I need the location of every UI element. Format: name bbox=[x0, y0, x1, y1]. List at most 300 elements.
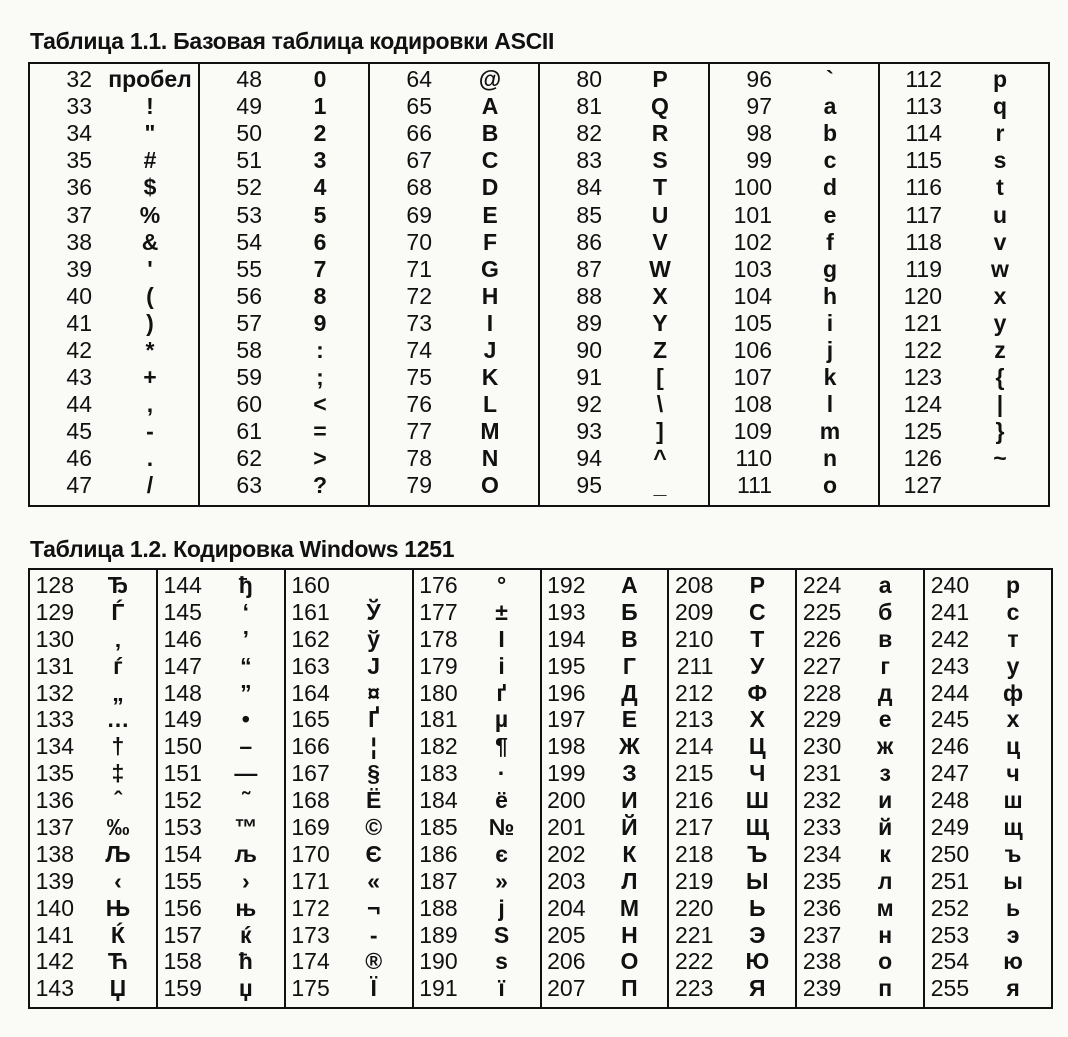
char-code: 40 bbox=[66, 282, 92, 309]
char-code: 159 bbox=[163, 975, 202, 1002]
table-row bbox=[925, 922, 1051, 949]
char-code: 155 bbox=[163, 867, 202, 894]
char-symbol: Ї bbox=[370, 975, 377, 1002]
char-symbol: [ bbox=[656, 364, 664, 391]
char-symbol: A bbox=[481, 93, 499, 120]
table-row bbox=[880, 66, 1048, 93]
char-code: 93 bbox=[576, 418, 602, 445]
char-symbol: м bbox=[876, 894, 894, 921]
char-symbol: ` bbox=[826, 66, 834, 93]
table-row bbox=[30, 229, 198, 256]
char-symbol: ‘ bbox=[242, 598, 249, 625]
char-symbol: к bbox=[879, 840, 891, 867]
char-symbol: m bbox=[819, 418, 841, 445]
char-code: 172 bbox=[291, 894, 330, 921]
table-row bbox=[542, 787, 668, 814]
table-row bbox=[669, 814, 795, 841]
table-row bbox=[925, 868, 1051, 895]
char-symbol: ˜ bbox=[241, 787, 250, 814]
table-row bbox=[370, 391, 538, 418]
char-symbol: ч bbox=[1006, 760, 1020, 787]
table-row bbox=[200, 120, 368, 147]
table-row bbox=[30, 201, 198, 228]
char-code: 88 bbox=[576, 282, 602, 309]
char-symbol: Ќ bbox=[110, 921, 125, 948]
char-code: 66 bbox=[406, 120, 432, 147]
table-row bbox=[370, 337, 538, 364]
table-row bbox=[370, 229, 538, 256]
char-code: 250 bbox=[930, 840, 970, 867]
char-symbol: ~ bbox=[993, 445, 1007, 472]
char-code: 156 bbox=[163, 894, 202, 921]
table-row bbox=[542, 975, 668, 1002]
char-symbol: і bbox=[498, 652, 505, 679]
char-symbol: - bbox=[369, 921, 378, 948]
char-code: 144 bbox=[163, 571, 202, 598]
char-symbol: H bbox=[481, 282, 499, 309]
table-row bbox=[710, 445, 878, 472]
table-row bbox=[414, 626, 540, 653]
char-code: 85 bbox=[576, 201, 602, 228]
char-symbol: k bbox=[823, 364, 837, 391]
char-code: 233 bbox=[802, 813, 842, 840]
table-column bbox=[795, 570, 923, 1007]
char-code: 138 bbox=[35, 840, 74, 867]
table-row bbox=[540, 229, 708, 256]
table-row bbox=[414, 868, 540, 895]
char-symbol: Н bbox=[621, 921, 638, 948]
table-row bbox=[880, 229, 1048, 256]
table-row bbox=[669, 572, 795, 599]
char-code: 118 bbox=[905, 228, 942, 255]
table-row bbox=[158, 680, 284, 707]
char-code: 36 bbox=[66, 174, 92, 201]
char-symbol: Y bbox=[652, 309, 668, 336]
char-code: 253 bbox=[930, 921, 970, 948]
char-symbol: б bbox=[878, 598, 893, 625]
char-code: 196 bbox=[547, 679, 586, 706]
char-code: 73 bbox=[406, 309, 432, 336]
table-row bbox=[925, 653, 1051, 680]
char-symbol: 1 bbox=[313, 93, 327, 120]
table-row bbox=[797, 922, 923, 949]
char-symbol: M bbox=[480, 418, 500, 445]
table-row bbox=[200, 337, 368, 364]
char-code: 56 bbox=[236, 282, 262, 309]
char-symbol: ї bbox=[498, 975, 505, 1002]
table-row bbox=[414, 895, 540, 922]
table-row bbox=[540, 418, 708, 445]
table-row bbox=[158, 653, 284, 680]
char-code: 37 bbox=[66, 201, 92, 228]
char-code: 65 bbox=[406, 93, 432, 120]
char-code: 243 bbox=[930, 652, 970, 679]
char-symbol: · bbox=[497, 760, 506, 787]
char-symbol: C bbox=[481, 147, 499, 174]
char-symbol: ‹ bbox=[114, 867, 122, 894]
char-code: 145 bbox=[163, 598, 202, 625]
char-symbol: ъ bbox=[1004, 840, 1022, 867]
char-symbol: p bbox=[992, 66, 1008, 93]
table-row bbox=[286, 787, 412, 814]
table-row bbox=[286, 868, 412, 895]
table-column bbox=[30, 64, 198, 505]
char-symbol: з bbox=[879, 760, 891, 787]
table-row bbox=[669, 760, 795, 787]
char-symbol: ) bbox=[146, 309, 154, 336]
table-row bbox=[286, 572, 412, 599]
table-row bbox=[414, 841, 540, 868]
table-row bbox=[880, 310, 1048, 337]
table-row bbox=[669, 626, 795, 653]
char-code: 81 bbox=[576, 93, 602, 120]
char-code: 226 bbox=[802, 625, 842, 652]
char-code: 216 bbox=[675, 787, 714, 814]
char-code: 213 bbox=[675, 706, 714, 733]
char-symbol: 6 bbox=[313, 228, 327, 255]
char-symbol: Ґ bbox=[368, 706, 380, 733]
char-symbol: ^ bbox=[653, 445, 667, 472]
table-row bbox=[542, 922, 668, 949]
char-code: 123 bbox=[903, 364, 942, 391]
table-row bbox=[200, 229, 368, 256]
table-row bbox=[925, 706, 1051, 733]
char-symbol: j bbox=[826, 336, 834, 363]
char-code: 167 bbox=[291, 760, 330, 787]
table-row bbox=[30, 66, 198, 93]
table-row bbox=[30, 147, 198, 174]
table-row bbox=[542, 760, 668, 787]
char-code: 90 bbox=[576, 336, 602, 363]
char-code: 87 bbox=[576, 255, 602, 282]
table-row bbox=[797, 733, 923, 760]
char-code: 61 bbox=[236, 418, 262, 445]
char-code: 192 bbox=[547, 571, 586, 598]
table-row bbox=[158, 922, 284, 949]
char-symbol: % bbox=[139, 201, 161, 228]
char-code: 63 bbox=[236, 472, 262, 499]
table-row bbox=[30, 120, 198, 147]
char-code: 245 bbox=[930, 706, 970, 733]
char-code: 117 bbox=[905, 201, 942, 228]
char-symbol: д bbox=[877, 679, 893, 706]
char-code: 99 bbox=[746, 147, 772, 174]
char-code: 50 bbox=[236, 120, 262, 147]
char-code: 58 bbox=[236, 336, 262, 363]
char-code: 52 bbox=[236, 174, 262, 201]
table-row bbox=[200, 256, 368, 283]
char-symbol: ® bbox=[365, 948, 383, 975]
char-code: 107 bbox=[733, 364, 772, 391]
table-row bbox=[542, 680, 668, 707]
table-row bbox=[540, 337, 708, 364]
char-code: 161 bbox=[291, 598, 330, 625]
char-code: 53 bbox=[236, 201, 262, 228]
char-code: 190 bbox=[419, 948, 458, 975]
table-row bbox=[200, 418, 368, 445]
table-column bbox=[284, 570, 412, 1007]
char-symbol: Б bbox=[621, 598, 638, 625]
char-code: 57 bbox=[236, 309, 262, 336]
char-code: 129 bbox=[35, 598, 74, 625]
char-code: 143 bbox=[35, 975, 74, 1002]
table-row bbox=[880, 256, 1048, 283]
char-code: 46 bbox=[66, 445, 92, 472]
char-code: 78 bbox=[406, 445, 432, 472]
table-row bbox=[542, 868, 668, 895]
char-code: 214 bbox=[675, 733, 714, 760]
char-code: 174 bbox=[291, 948, 330, 975]
char-code: 60 bbox=[236, 391, 262, 418]
char-symbol: и bbox=[878, 787, 893, 814]
char-symbol: щ bbox=[1003, 813, 1023, 840]
char-symbol: Э bbox=[749, 921, 766, 948]
char-symbol: Ю bbox=[745, 948, 770, 975]
char-symbol: ; bbox=[316, 364, 324, 391]
table-row bbox=[925, 787, 1051, 814]
table-row bbox=[710, 337, 878, 364]
table-row bbox=[925, 948, 1051, 975]
char-symbol: ™ bbox=[234, 813, 258, 840]
char-symbol: й bbox=[878, 813, 893, 840]
table-row bbox=[880, 93, 1048, 120]
char-symbol: t bbox=[996, 174, 1004, 201]
char-code: 219 bbox=[675, 867, 714, 894]
table-column bbox=[708, 64, 878, 505]
char-symbol: Ц bbox=[748, 733, 766, 760]
table-row bbox=[669, 868, 795, 895]
table-row bbox=[414, 922, 540, 949]
char-symbol: ! bbox=[146, 93, 154, 120]
char-symbol: n bbox=[822, 445, 838, 472]
table-row bbox=[30, 868, 156, 895]
table-row bbox=[669, 706, 795, 733]
table-row bbox=[669, 787, 795, 814]
char-symbol: © bbox=[365, 813, 383, 840]
char-symbol: q bbox=[992, 93, 1008, 120]
table-row bbox=[158, 787, 284, 814]
char-symbol: Ў bbox=[366, 598, 381, 625]
table-row bbox=[200, 283, 368, 310]
char-symbol: В bbox=[621, 625, 638, 652]
table-row bbox=[200, 147, 368, 174]
table-row bbox=[797, 948, 923, 975]
char-symbol: I bbox=[486, 309, 494, 336]
char-symbol: ј bbox=[498, 894, 505, 921]
table-row bbox=[200, 310, 368, 337]
char-code: 186 bbox=[419, 840, 458, 867]
table-row bbox=[880, 337, 1048, 364]
char-symbol: њ bbox=[235, 894, 257, 921]
char-code: 166 bbox=[291, 733, 330, 760]
char-code: 64 bbox=[406, 66, 432, 93]
char-symbol: . bbox=[146, 445, 154, 472]
char-code: 103 bbox=[733, 255, 772, 282]
char-code: 183 bbox=[419, 760, 458, 787]
char-code: 189 bbox=[419, 921, 458, 948]
table-row bbox=[370, 201, 538, 228]
table-row bbox=[880, 201, 1048, 228]
char-symbol: ? bbox=[312, 472, 328, 499]
char-symbol: 0 bbox=[313, 66, 327, 93]
char-code: 140 bbox=[35, 894, 74, 921]
char-code: 165 bbox=[291, 706, 330, 733]
char-symbol: х bbox=[1006, 706, 1020, 733]
char-symbol: f bbox=[826, 228, 834, 255]
char-symbol: п bbox=[878, 975, 893, 1002]
char-code: 105 bbox=[733, 309, 772, 336]
table-row bbox=[370, 120, 538, 147]
table-column bbox=[540, 570, 668, 1007]
char-code: 114 bbox=[905, 120, 942, 147]
char-code: 217 bbox=[675, 813, 714, 840]
table-row bbox=[30, 337, 198, 364]
char-symbol: Ѕ bbox=[493, 921, 510, 948]
char-code: 160 bbox=[291, 571, 330, 598]
table-row bbox=[286, 895, 412, 922]
char-code: 67 bbox=[406, 147, 432, 174]
table-row bbox=[414, 760, 540, 787]
char-symbol: ћ bbox=[238, 948, 253, 975]
char-symbol: O bbox=[481, 472, 499, 499]
char-symbol: 5 bbox=[313, 201, 327, 228]
char-code: 187 bbox=[419, 867, 458, 894]
char-code: 158 bbox=[163, 948, 202, 975]
char-code: 110 bbox=[735, 445, 772, 472]
table-row bbox=[158, 599, 284, 626]
table-row bbox=[542, 895, 668, 922]
table-column bbox=[923, 570, 1051, 1007]
table-row bbox=[542, 814, 668, 841]
char-symbol: / bbox=[146, 472, 154, 499]
char-symbol: ] bbox=[656, 418, 664, 445]
char-code: 77 bbox=[406, 418, 432, 445]
table-row bbox=[30, 310, 198, 337]
table-row bbox=[710, 120, 878, 147]
char-symbol: ф bbox=[1003, 679, 1024, 706]
table-row bbox=[158, 733, 284, 760]
char-symbol: № bbox=[488, 813, 515, 840]
char-code: 170 bbox=[291, 840, 330, 867]
char-symbol: т bbox=[1007, 625, 1019, 652]
char-code: 199 bbox=[547, 760, 586, 787]
char-symbol: Ђ bbox=[107, 571, 129, 598]
char-symbol: $ bbox=[143, 174, 157, 201]
table-row bbox=[669, 653, 795, 680]
char-symbol: u bbox=[992, 201, 1008, 228]
char-symbol: Ф bbox=[747, 679, 768, 706]
char-symbol: s bbox=[993, 147, 1007, 174]
char-symbol: , bbox=[146, 391, 154, 418]
windows-1251-table-caption: Таблица 1.2. Кодировка Windows 1251 bbox=[30, 536, 455, 562]
table-row bbox=[669, 975, 795, 1002]
char-code: 247 bbox=[930, 760, 970, 787]
char-code: 142 bbox=[35, 948, 74, 975]
table-row bbox=[540, 472, 708, 499]
char-code: 206 bbox=[547, 948, 586, 975]
char-code: 164 bbox=[291, 679, 330, 706]
char-code: 238 bbox=[802, 948, 842, 975]
char-code: 48 bbox=[236, 66, 262, 93]
table-row bbox=[797, 760, 923, 787]
char-code: 181 bbox=[419, 706, 458, 733]
table-column bbox=[667, 570, 795, 1007]
table-row bbox=[414, 975, 540, 1002]
char-code: 130 bbox=[35, 625, 74, 652]
char-code: 169 bbox=[291, 813, 330, 840]
table-row bbox=[797, 975, 923, 1002]
char-symbol: ў bbox=[367, 625, 381, 652]
table-row bbox=[30, 418, 198, 445]
char-code: 221 bbox=[675, 921, 714, 948]
char-code: 126 bbox=[903, 445, 942, 472]
table-row bbox=[880, 174, 1048, 201]
char-symbol: ‰ bbox=[106, 813, 130, 840]
char-code: 68 bbox=[406, 174, 432, 201]
table-row bbox=[542, 948, 668, 975]
table-row bbox=[158, 868, 284, 895]
table-row bbox=[30, 391, 198, 418]
char-symbol: R bbox=[651, 120, 669, 147]
table-row bbox=[158, 948, 284, 975]
char-symbol: ¤ bbox=[367, 679, 381, 706]
char-symbol: x bbox=[993, 282, 1007, 309]
char-symbol: 4 bbox=[313, 174, 327, 201]
table-row bbox=[286, 706, 412, 733]
char-symbol: Z bbox=[652, 336, 668, 363]
char-symbol: = bbox=[313, 418, 327, 445]
table-row bbox=[540, 93, 708, 120]
char-code: 205 bbox=[547, 921, 586, 948]
char-symbol: љ bbox=[234, 840, 257, 867]
char-code: 55 bbox=[236, 255, 262, 282]
char-symbol: ’ bbox=[242, 625, 249, 652]
char-code: 204 bbox=[547, 894, 586, 921]
char-symbol: Ь bbox=[749, 894, 766, 921]
char-symbol: ы bbox=[1003, 867, 1023, 894]
table-row bbox=[158, 975, 284, 1002]
char-symbol: Q bbox=[651, 93, 669, 120]
char-symbol: ˆ bbox=[114, 787, 122, 814]
table-row bbox=[540, 364, 708, 391]
table-row bbox=[158, 572, 284, 599]
char-symbol: Е bbox=[621, 706, 638, 733]
table-row bbox=[30, 599, 156, 626]
table-column bbox=[878, 64, 1048, 505]
table-row bbox=[669, 841, 795, 868]
char-code: 175 bbox=[291, 975, 330, 1002]
char-symbol: ш bbox=[1003, 787, 1023, 814]
char-symbol: G bbox=[481, 255, 499, 282]
char-symbol: 7 bbox=[313, 255, 327, 282]
char-code: 125 bbox=[903, 418, 942, 445]
char-code: 210 bbox=[675, 625, 714, 652]
char-code: 255 bbox=[930, 975, 970, 1002]
char-symbol: Ј bbox=[367, 652, 381, 679]
table-row bbox=[414, 706, 540, 733]
char-code: 109 bbox=[733, 418, 772, 445]
char-symbol: ” bbox=[240, 679, 252, 706]
char-code: 173 bbox=[291, 921, 330, 948]
table-row bbox=[880, 445, 1048, 472]
table-row bbox=[30, 472, 198, 499]
table-row bbox=[669, 733, 795, 760]
table-row bbox=[200, 93, 368, 120]
char-code: 89 bbox=[576, 309, 602, 336]
char-code: 215 bbox=[675, 760, 714, 787]
table-row bbox=[710, 93, 878, 120]
char-code: 72 bbox=[406, 282, 432, 309]
